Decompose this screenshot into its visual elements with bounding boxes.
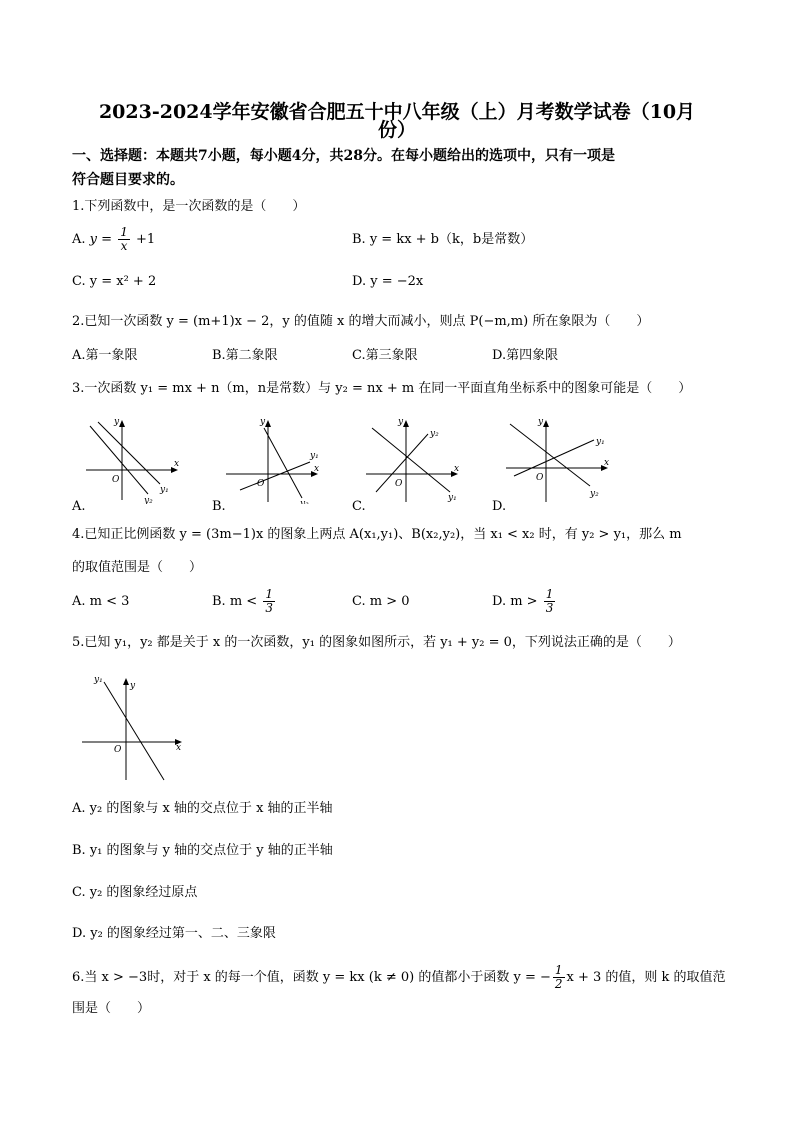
q6-stem-cont: 围是（ ）	[72, 1001, 151, 1016]
q3c-y-label: y	[398, 417, 404, 427]
q5-y1-label: y₁	[94, 675, 103, 685]
q3c-x-label: x	[454, 464, 460, 474]
q5-stem: 5.已知 y₁，y₂ 都是关于 x 的一次函数，y₁ 的图象如图所示，若 y₁ + y₂ = 0，下列说法正确的是（ ）	[72, 635, 681, 650]
q3d-origin-label: O	[536, 473, 544, 483]
q3-option-a: A.	[72, 499, 86, 514]
q5-option-d: D. y₂ 的图象经过第一、二、三象限	[72, 926, 276, 941]
q4-b-fraction	[263, 588, 275, 615]
q4-b-den: 3	[265, 601, 273, 615]
q3c-y1-label: y₁	[448, 493, 457, 503]
q4-option-a: A. m < 3	[72, 594, 130, 609]
q3-graph-d	[504, 414, 614, 508]
q1-option-c: C. y = x² + 2	[72, 274, 157, 289]
q6-stem-b: x + 3 的值，则 k 的取值范	[566, 970, 726, 985]
q3b-y2-label: y₂	[300, 499, 309, 504]
q1-a-tail: +1	[135, 232, 156, 247]
q4-option-c: C. m > 0	[352, 594, 410, 609]
q3d-y2-label: y₂	[590, 489, 599, 499]
q4-b-num: 1	[265, 587, 273, 601]
q6-stem	[72, 964, 726, 991]
q3d-y-label: y	[538, 417, 544, 427]
q2-option-a: A.第一象限	[72, 348, 138, 363]
q1-a-prefix: A.	[72, 232, 86, 247]
q4-d-num: 1	[545, 587, 554, 601]
q6-fraction	[553, 964, 565, 991]
q6-stem-a: 6.当 x > −3时，对于 x 的每一个值，函数 y = kx (k ≠ 0) 的值都小于函数 y = −	[72, 970, 551, 985]
q4-option-b	[212, 588, 277, 615]
q4-stem: 4.已知正比例函数 y = (3m−1)x 的图象上两点 A(x₁,y₁)、B(x₂,y₂)，当 x₁ < x₂ 时，有 y₂ > y₁，那么 m	[72, 527, 682, 542]
q3-option-c: C.	[352, 499, 366, 514]
q3-graph-a	[84, 414, 184, 508]
q5-option-b: B. y₁ 的图象与 y 轴的交点位于 y 轴的正半轴	[72, 843, 333, 858]
q3-option-b: B.	[212, 499, 226, 514]
q4-stem-cont: 的取值范围是（ ）	[72, 560, 203, 575]
q3-graph-c	[364, 414, 464, 508]
q1-a-expr: y =	[89, 232, 113, 247]
q3a-origin-label: O	[112, 475, 120, 485]
q1-option-d: D. y = −2x	[352, 274, 424, 289]
q4-b-prefix: B. m <	[212, 594, 258, 609]
q1-option-a	[72, 226, 155, 253]
q5-origin-label: O	[114, 745, 122, 755]
q3d-y1-label: y₁	[596, 437, 605, 447]
q3b-origin-label: O	[257, 479, 265, 489]
q3a-y2-label: y₂	[144, 496, 153, 504]
q4-d-fraction	[544, 588, 556, 615]
q2-option-d: D.第四象限	[492, 348, 559, 363]
q5-option-a: A. y₂ 的图象与 x 轴的交点位于 x 轴的正半轴	[72, 801, 333, 816]
q4-d-prefix: D. m >	[492, 594, 538, 609]
q1-option-b: B. y = kx + b（k，b是常数）	[352, 232, 534, 247]
q3d-x-label: x	[604, 458, 610, 468]
q2-option-c: C.第三象限	[352, 348, 418, 363]
q3c-y2-label: y₂	[430, 429, 439, 439]
q3b-y1-label: y₁	[310, 451, 319, 461]
q1-stem: 1.下列函数中，是一次函数的是（ ）	[72, 199, 306, 214]
q1-a-den: x	[120, 239, 128, 253]
q3a-x-label: x	[174, 459, 180, 469]
exam-title-line1: 2023-2024学年安徽省合肥五十中八年级（上）月考数学试卷（10月	[98, 101, 696, 123]
q3c-origin-label: O	[395, 479, 403, 489]
q1-a-fraction	[118, 226, 130, 253]
section1-heading: 一、选择题：本题共7小题，每小题4分，共28分。在每小题给出的选项中，只有一项是	[72, 148, 615, 164]
q5-y-label: y	[130, 681, 136, 691]
q5-option-c: C. y₂ 的图象经过原点	[72, 885, 198, 900]
q3-stem: 3.一次函数 y₁ = mx + n（m，n是常数）与 y₂ = nx + m 在同一平面直角坐标系中的图象可能是（ ）	[72, 381, 692, 396]
q1-a-num: 1	[120, 225, 128, 239]
q5-x-label: x	[176, 743, 182, 753]
exam-title-line2: 份）	[377, 119, 416, 141]
q3-option-d: D.	[492, 499, 507, 514]
q3b-y-label: y	[260, 417, 266, 427]
q6-num: 1	[554, 963, 563, 977]
q4-option-d	[492, 588, 557, 615]
q2-option-b: B.第二象限	[212, 348, 278, 363]
q3a-y-label: y	[114, 417, 120, 427]
q3-graph-b	[224, 414, 324, 508]
q5-graph	[80, 672, 190, 788]
q3b-x-label: x	[314, 464, 320, 474]
q2-stem: 2.已知一次函数 y = (m+1)x − 2，y 的值随 x 的增大而减小，则点 P(−m,m) 所在象限为（ ）	[72, 314, 650, 329]
q6-den: 2	[554, 977, 563, 991]
q3a-y1-label: y₁	[160, 485, 169, 495]
section1-heading-cont: 符合题目要求的。	[72, 172, 184, 188]
q4-d-den: 3	[545, 601, 554, 615]
